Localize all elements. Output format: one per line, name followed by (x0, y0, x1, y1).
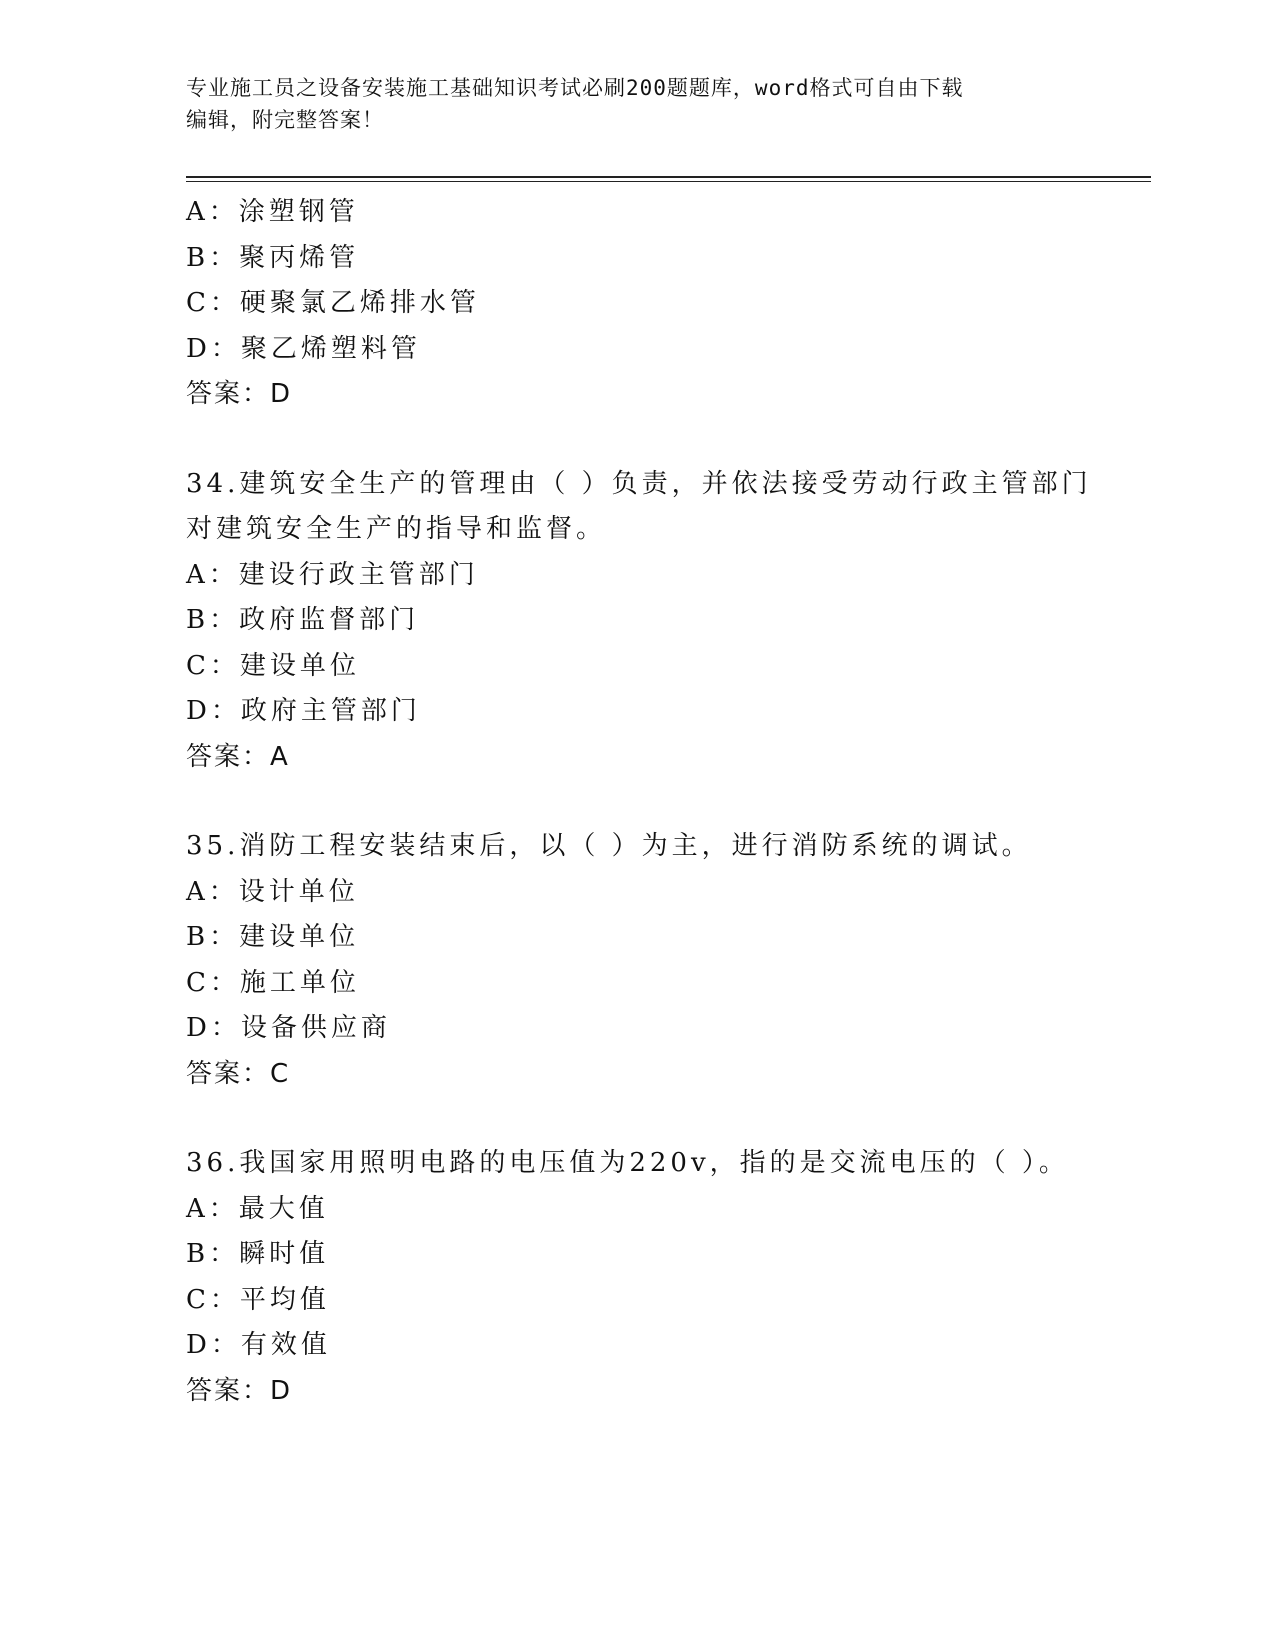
question-34 (186, 462, 1092, 781)
spacer (186, 1097, 1086, 1141)
question-stem-line-2: 对建筑安全生产的指导和监督。 (186, 514, 607, 544)
option-a: A：最大值 (186, 1193, 329, 1224)
option-a: A：设计单位 (186, 876, 359, 907)
question-stem-line-1: 34.建筑安全生产的管理由（ ）负责，并依法接受劳动行政主管部门 (186, 468, 1092, 499)
option-c: C：建设单位 (186, 650, 360, 681)
option-b: B：瞬时值 (186, 1239, 330, 1269)
header-divider-thick (186, 176, 1151, 178)
spacer (186, 418, 1086, 462)
answer-line: 答案：D (186, 1375, 293, 1406)
option-b: B：聚丙烯管 (186, 242, 360, 273)
option-a: A：涂塑钢管 (186, 197, 359, 227)
answer-line: 答案：C (186, 1058, 291, 1089)
option-b: B：建设单位 (186, 922, 360, 952)
question-stem-line-1: 35.消防工程安装结束后，以（ ）为主，进行消防系统的调试。 (186, 831, 1032, 861)
question-36 (186, 1141, 1086, 1414)
option-d: D：有效值 (186, 1330, 331, 1360)
option-c: C：平均值 (186, 1284, 330, 1315)
option-b: B：政府监督部门 (186, 605, 420, 635)
option-a: A：建设行政主管部门 (186, 559, 479, 590)
question-stem-line-1: 36.我国家用照明电路的电压值为220v，指的是交流电压的（ ）。 (186, 1148, 1069, 1178)
option-c: C：施工单位 (186, 967, 360, 998)
answer-line: 答案：D (186, 379, 293, 409)
option-c: C：硬聚氯乙烯排水管 (186, 288, 480, 318)
question-35 (186, 824, 1086, 1097)
question-list (186, 190, 1092, 1414)
option-d: D：设备供应商 (186, 1013, 391, 1043)
header-title-line-2: 编辑，附完整答案！ (186, 108, 384, 132)
option-d: D：政府主管部门 (186, 696, 421, 726)
answer-line: 答案：A (186, 741, 290, 772)
document-header (186, 72, 1086, 136)
spacer (186, 780, 1086, 824)
question-33 (186, 190, 1086, 418)
option-d: D：聚乙烯塑料管 (186, 333, 421, 364)
header-title-line-1: 专业施工员之设备安装施工基础知识考试必刷200题题库，word格式可自由下载 (186, 76, 964, 100)
header-divider-thin (186, 181, 1151, 182)
